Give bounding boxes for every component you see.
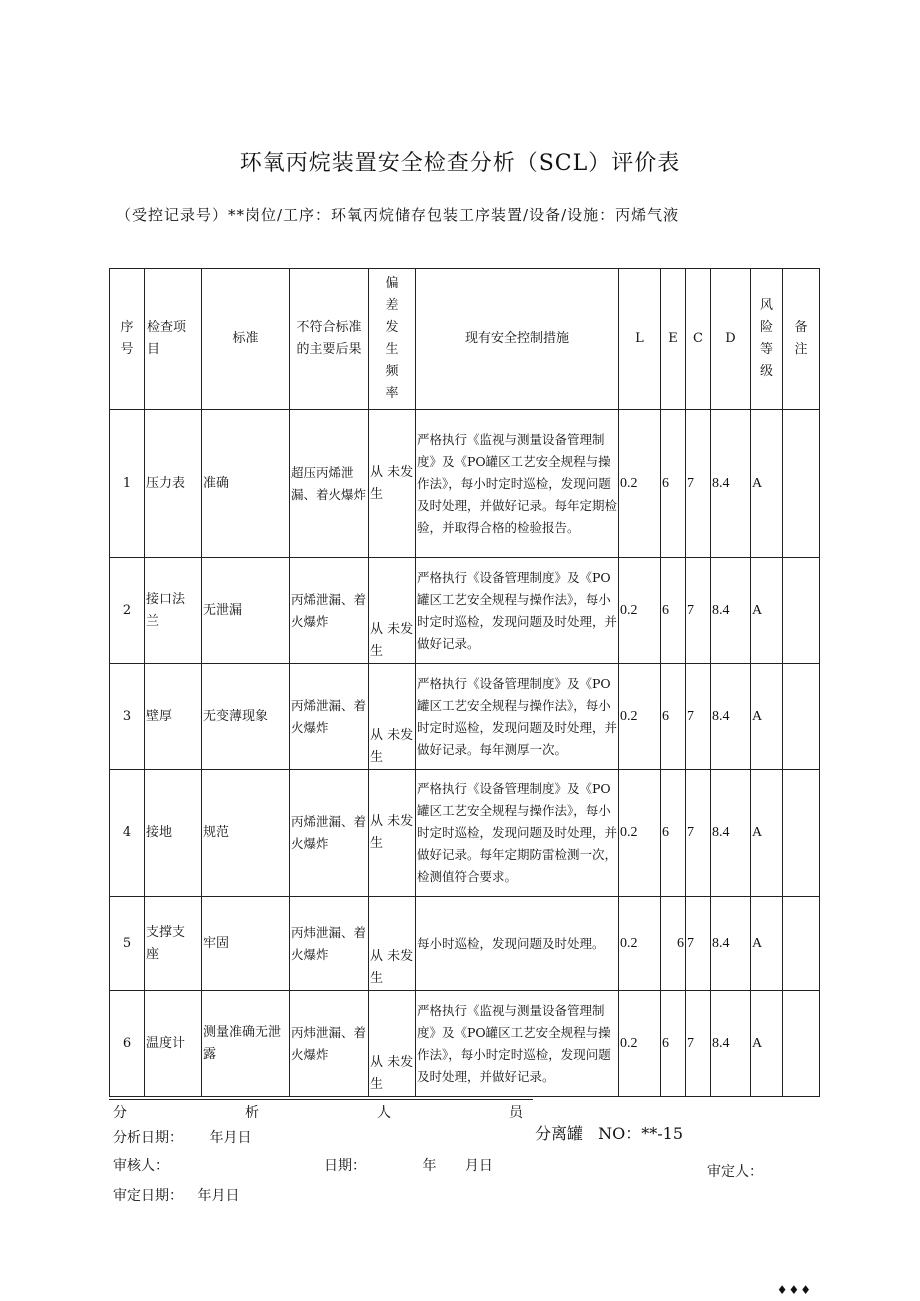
row-measures: 每小时巡检，发现问题及时处理。 xyxy=(416,897,619,991)
table-row xyxy=(110,664,820,770)
page-mark: ♦♦♦ xyxy=(776,1283,812,1297)
row-d-value: 8.4 xyxy=(711,664,751,770)
row-item: 接地 xyxy=(145,770,202,897)
equipment-number xyxy=(535,1121,683,1144)
row-measures: 严格执行《设备管理制度》及《PO罐区工艺安全规程与操作法》，每小时定时巡检，发现问题及时处理，并做好记录。 xyxy=(416,558,619,664)
review-date-year: 年 xyxy=(422,1158,437,1174)
header-c: C xyxy=(686,269,711,410)
row-measures: 严格执行《监视与测量设备管理制度》及《PO罐区工艺安全规程与操作法》，每小时定时巡检，发现问题及时处理，并做好记录。每年定期检验，并取得合格的检验报告。 xyxy=(416,410,619,558)
row-e-value: 6 xyxy=(661,410,686,558)
approve-date-value: 年月日 xyxy=(197,1188,240,1204)
reviewer-label: 审核人： xyxy=(113,1158,169,1174)
header-l: L xyxy=(619,269,661,410)
row-l-value: 0.2 xyxy=(619,770,661,897)
row-consequence: 丙炜泄漏、着火爆炸 xyxy=(290,897,369,991)
row-c-value: 7 xyxy=(686,664,711,770)
analysis-date-value: 年月日 xyxy=(209,1130,252,1146)
table-row xyxy=(110,770,820,897)
row-frequency: 从 未发生 xyxy=(369,897,416,991)
row-seq: 5 xyxy=(110,897,145,991)
row-standard: 无泄漏 xyxy=(202,558,290,664)
row-remark xyxy=(783,897,820,991)
row-measures: 严格执行《设备管理制度》及《PO罐区工艺安全规程与操作法》，每小时定时巡检，发现问题及时处理，并做好记录。每年定期防雷检测一次，检测值符合要求。 xyxy=(416,770,619,897)
page-title: 环氧丙烷装置安全检查分析（SCL）评价表 xyxy=(239,151,681,176)
analysis-date-label: 分析日期： xyxy=(113,1130,183,1146)
row-consequence: 丙烯泄漏、着火爆炸 xyxy=(290,558,369,664)
row-item: 壁厚 xyxy=(145,664,202,770)
row-d-value: 8.4 xyxy=(711,410,751,558)
approve-date-label: 审定日期： xyxy=(113,1188,183,1204)
row-frequency: 从 未发生 xyxy=(369,558,416,664)
analyst-char: 员 xyxy=(509,1105,523,1121)
row-item: 压力表 xyxy=(145,410,202,558)
row-standard: 牢固 xyxy=(202,897,290,991)
row-consequence: 丙炜泄漏、着火爆炸 xyxy=(290,991,369,1097)
header-seq: 序号 xyxy=(110,269,145,410)
header-frequency: 偏差发生频率 xyxy=(369,269,416,410)
row-risk-level: A xyxy=(751,770,783,897)
row-standard: 测量准确无泄露 xyxy=(202,991,290,1097)
row-risk-level: A xyxy=(751,664,783,770)
row-item: 接口法兰 xyxy=(145,558,202,664)
row-l-value: 0.2 xyxy=(619,664,661,770)
row-frequency: 从 未发生 xyxy=(369,770,416,897)
row-frequency: 从 未发生 xyxy=(369,664,416,770)
header-remark: 备注 xyxy=(783,269,820,410)
row-e-value: 6 xyxy=(661,558,686,664)
row-e-value: 6 xyxy=(661,664,686,770)
row-c-value: 7 xyxy=(686,991,711,1097)
row-d-value: 8.4 xyxy=(711,991,751,1097)
row-c-value: 7 xyxy=(686,410,711,558)
row-remark xyxy=(783,558,820,664)
row-seq: 2 xyxy=(110,558,145,664)
header-measures: 现有安全控制措施 xyxy=(416,269,619,410)
analyst-char: 人 xyxy=(377,1105,391,1121)
equipment-name: 分离罐 xyxy=(535,1124,584,1143)
table-header-row xyxy=(110,269,820,410)
row-item: 温度计 xyxy=(145,991,202,1097)
row-standard: 规范 xyxy=(202,770,290,897)
review-date-month-day: 月日 xyxy=(464,1158,493,1174)
row-consequence: 丙烯泄漏、着火爆炸 xyxy=(290,770,369,897)
header-e: E xyxy=(661,269,686,410)
approve-date xyxy=(113,1185,239,1205)
row-d-value: 8.4 xyxy=(711,558,751,664)
row-e-value: 6 xyxy=(661,770,686,897)
row-remark xyxy=(783,991,820,1097)
document-number: NO：**-15 xyxy=(598,1124,683,1143)
row-c-value: 7 xyxy=(686,897,711,991)
row-consequence: 超压丙烯泄漏、着火爆炸 xyxy=(290,410,369,558)
row-consequence: 丙烯泄漏、着火爆炸 xyxy=(290,664,369,770)
row-e-value: 6 xyxy=(661,897,686,991)
row-d-value: 8.4 xyxy=(711,897,751,991)
analyst-char: 析 xyxy=(245,1105,259,1121)
analyst-char: 分 xyxy=(113,1105,127,1121)
row-c-value: 7 xyxy=(686,770,711,897)
header-d: D xyxy=(711,269,751,410)
analysis-date xyxy=(113,1127,251,1147)
scl-evaluation-table xyxy=(109,268,820,1097)
row-frequency: 从 未发生 xyxy=(369,410,416,558)
row-seq: 1 xyxy=(110,410,145,558)
row-l-value: 0.2 xyxy=(619,897,661,991)
record-subtitle: （受控记录号）**岗位/工序：环氧丙烷储存包装工序装置/设备/设施：丙烯气液 xyxy=(116,206,680,224)
approver-label: 审定人： xyxy=(707,1164,763,1180)
review-date-label: 日期： xyxy=(324,1158,366,1174)
row-l-value: 0.2 xyxy=(619,410,661,558)
row-c-value: 7 xyxy=(686,558,711,664)
table-row xyxy=(110,897,820,991)
header-item: 检查项目 xyxy=(145,269,202,410)
table-row xyxy=(110,410,820,558)
row-remark xyxy=(783,410,820,558)
review-date xyxy=(324,1155,493,1175)
table-row xyxy=(110,558,820,664)
header-consequence: 不符合标准的主要后果 xyxy=(290,269,369,410)
row-seq: 6 xyxy=(110,991,145,1097)
row-measures: 严格执行《监视与测量设备管理制度》及《PO罐区工艺安全规程与操作法》，每小时定时巡检，发现问题及时处理，并做好记录。 xyxy=(416,991,619,1097)
row-remark xyxy=(783,770,820,897)
row-e-value: 6 xyxy=(661,991,686,1097)
row-seq: 3 xyxy=(110,664,145,770)
row-risk-level: A xyxy=(751,991,783,1097)
table-row xyxy=(110,991,820,1097)
row-l-value: 0.2 xyxy=(619,558,661,664)
row-measures: 严格执行《设备管理制度》及《PO罐区工艺安全规程与操作法》，每小时定时巡检，发现问题及时处理，并做好记录。每年测厚一次。 xyxy=(416,664,619,770)
row-frequency: 从 未发生 xyxy=(369,991,416,1097)
row-remark xyxy=(783,664,820,770)
row-l-value: 0.2 xyxy=(619,991,661,1097)
row-seq: 4 xyxy=(110,770,145,897)
header-risk: 风险等级 xyxy=(751,269,783,410)
row-risk-level: A xyxy=(751,897,783,991)
header-standard: 标准 xyxy=(202,269,290,410)
row-risk-level: A xyxy=(751,558,783,664)
row-d-value: 8.4 xyxy=(711,770,751,897)
row-standard: 无变薄现象 xyxy=(202,664,290,770)
row-risk-level: A xyxy=(751,410,783,558)
row-standard: 准确 xyxy=(202,410,290,558)
footer-divider xyxy=(109,1099,533,1100)
row-item: 支撑支座 xyxy=(145,897,202,991)
analyst-label xyxy=(113,1102,523,1122)
